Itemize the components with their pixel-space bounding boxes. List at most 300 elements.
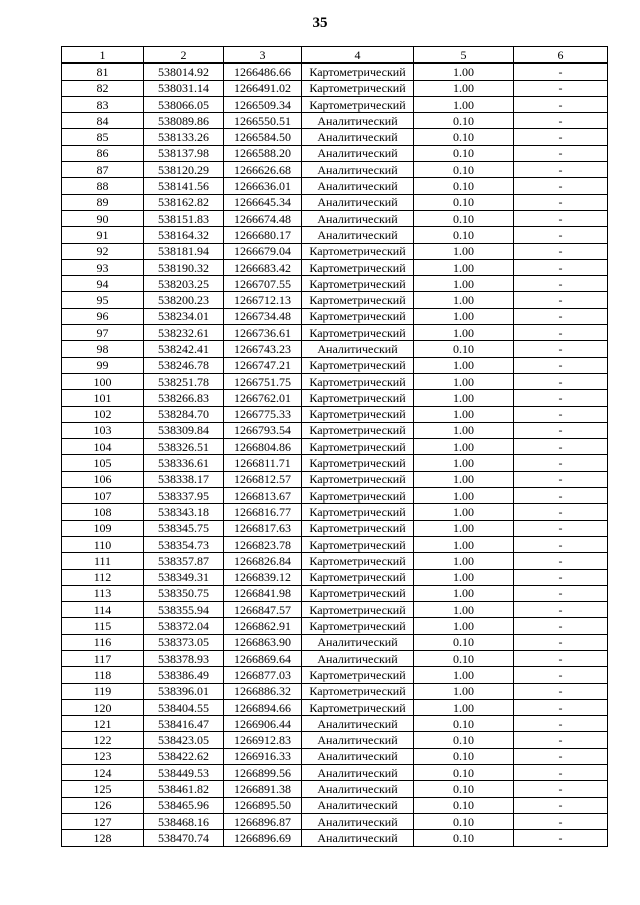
table-body bbox=[62, 63, 608, 846]
method-cell: Аналитический bbox=[302, 145, 414, 161]
point-number-cell: 122 bbox=[62, 732, 144, 748]
table-row bbox=[62, 602, 608, 618]
accuracy-cell: 0.10 bbox=[414, 634, 514, 650]
accuracy-cell: 1.00 bbox=[414, 455, 514, 471]
accuracy-cell: 1.00 bbox=[414, 422, 514, 438]
accuracy-cell: 1.00 bbox=[414, 292, 514, 308]
description-cell: - bbox=[514, 439, 608, 455]
coord-x-cell: 538014.92 bbox=[144, 63, 224, 80]
method-cell: Картометрический bbox=[302, 520, 414, 536]
accuracy-cell: 1.00 bbox=[414, 325, 514, 341]
point-number-cell: 105 bbox=[62, 455, 144, 471]
point-number-cell: 120 bbox=[62, 699, 144, 715]
method-cell: Картометрический bbox=[302, 259, 414, 275]
accuracy-cell: 1.00 bbox=[414, 439, 514, 455]
accuracy-cell: 1.00 bbox=[414, 80, 514, 96]
method-cell: Картометрический bbox=[302, 683, 414, 699]
coord-y-cell: 1266811.71 bbox=[224, 455, 302, 471]
point-number-cell: 117 bbox=[62, 650, 144, 666]
point-number-cell: 103 bbox=[62, 422, 144, 438]
method-cell: Аналитический bbox=[302, 634, 414, 650]
description-cell: - bbox=[514, 162, 608, 178]
coord-x-cell: 538151.83 bbox=[144, 210, 224, 226]
table-row bbox=[62, 650, 608, 666]
coord-x-cell: 538416.47 bbox=[144, 716, 224, 732]
accuracy-cell: 0.10 bbox=[414, 748, 514, 764]
coord-y-cell: 1266826.84 bbox=[224, 553, 302, 569]
table-row bbox=[62, 63, 608, 80]
point-number-cell: 126 bbox=[62, 797, 144, 813]
coord-x-cell: 538449.53 bbox=[144, 765, 224, 781]
point-number-cell: 128 bbox=[62, 830, 144, 846]
point-number-cell: 116 bbox=[62, 634, 144, 650]
accuracy-cell: 0.10 bbox=[414, 813, 514, 829]
coord-x-cell: 538246.78 bbox=[144, 357, 224, 373]
method-cell: Картометрический bbox=[302, 699, 414, 715]
point-number-cell: 110 bbox=[62, 536, 144, 552]
coord-x-cell: 538336.61 bbox=[144, 455, 224, 471]
accuracy-cell: 1.00 bbox=[414, 536, 514, 552]
point-number-cell: 90 bbox=[62, 210, 144, 226]
coord-x-cell: 538164.32 bbox=[144, 227, 224, 243]
coord-x-cell: 538200.23 bbox=[144, 292, 224, 308]
method-cell: Аналитический bbox=[302, 178, 414, 194]
coord-y-cell: 1266743.23 bbox=[224, 341, 302, 357]
point-number-cell: 101 bbox=[62, 390, 144, 406]
method-cell: Картометрический bbox=[302, 455, 414, 471]
description-cell: - bbox=[514, 520, 608, 536]
method-cell: Картометрический bbox=[302, 569, 414, 585]
coord-x-cell: 538309.84 bbox=[144, 422, 224, 438]
table-row bbox=[62, 308, 608, 324]
coord-y-cell: 1266894.66 bbox=[224, 699, 302, 715]
coord-x-cell: 538468.16 bbox=[144, 813, 224, 829]
coord-x-cell: 538386.49 bbox=[144, 667, 224, 683]
description-cell: - bbox=[514, 683, 608, 699]
description-cell: - bbox=[514, 96, 608, 112]
table-row bbox=[62, 471, 608, 487]
header-cell-2: 2 bbox=[144, 47, 224, 64]
point-number-cell: 87 bbox=[62, 162, 144, 178]
method-cell: Картометрический bbox=[302, 585, 414, 601]
accuracy-cell: 1.00 bbox=[414, 569, 514, 585]
table-row bbox=[62, 406, 608, 422]
description-cell: - bbox=[514, 536, 608, 552]
method-cell: Картометрический bbox=[302, 667, 414, 683]
description-cell: - bbox=[514, 113, 608, 129]
header-cell-4: 4 bbox=[302, 47, 414, 64]
coord-y-cell: 1266674.48 bbox=[224, 210, 302, 226]
description-cell: - bbox=[514, 292, 608, 308]
point-number-cell: 114 bbox=[62, 602, 144, 618]
table-row bbox=[62, 178, 608, 194]
table-row bbox=[62, 455, 608, 471]
coord-y-cell: 1266626.68 bbox=[224, 162, 302, 178]
coord-y-cell: 1266912.83 bbox=[224, 732, 302, 748]
accuracy-cell: 0.10 bbox=[414, 830, 514, 846]
coord-x-cell: 538137.98 bbox=[144, 145, 224, 161]
point-number-cell: 115 bbox=[62, 618, 144, 634]
coord-y-cell: 1266734.48 bbox=[224, 308, 302, 324]
description-cell: - bbox=[514, 781, 608, 797]
table-row bbox=[62, 585, 608, 601]
table-row bbox=[62, 373, 608, 389]
method-cell: Картометрический bbox=[302, 618, 414, 634]
coord-y-cell: 1266680.17 bbox=[224, 227, 302, 243]
accuracy-cell: 0.10 bbox=[414, 716, 514, 732]
table-row bbox=[62, 732, 608, 748]
coordinates-table bbox=[61, 46, 608, 847]
method-cell: Аналитический bbox=[302, 227, 414, 243]
table-row bbox=[62, 390, 608, 406]
description-cell: - bbox=[514, 797, 608, 813]
description-cell: - bbox=[514, 210, 608, 226]
description-cell: - bbox=[514, 145, 608, 161]
coord-y-cell: 1266839.12 bbox=[224, 569, 302, 585]
point-number-cell: 127 bbox=[62, 813, 144, 829]
method-cell: Картометрический bbox=[302, 292, 414, 308]
method-cell: Картометрический bbox=[302, 357, 414, 373]
point-number-cell: 94 bbox=[62, 276, 144, 292]
coord-y-cell: 1266823.78 bbox=[224, 536, 302, 552]
description-cell: - bbox=[514, 504, 608, 520]
method-cell: Картометрический bbox=[302, 96, 414, 112]
accuracy-cell: 1.00 bbox=[414, 373, 514, 389]
point-number-cell: 109 bbox=[62, 520, 144, 536]
description-cell: - bbox=[514, 634, 608, 650]
coord-x-cell: 538465.96 bbox=[144, 797, 224, 813]
accuracy-cell: 0.10 bbox=[414, 178, 514, 194]
point-number-cell: 113 bbox=[62, 585, 144, 601]
description-cell: - bbox=[514, 667, 608, 683]
accuracy-cell: 0.10 bbox=[414, 210, 514, 226]
point-number-cell: 98 bbox=[62, 341, 144, 357]
table-row bbox=[62, 194, 608, 210]
accuracy-cell: 1.00 bbox=[414, 504, 514, 520]
coord-x-cell: 538326.51 bbox=[144, 439, 224, 455]
coord-y-cell: 1266896.69 bbox=[224, 830, 302, 846]
point-number-cell: 99 bbox=[62, 357, 144, 373]
table-row bbox=[62, 536, 608, 552]
coord-y-cell: 1266891.38 bbox=[224, 781, 302, 797]
header-cell-6: 6 bbox=[514, 47, 608, 64]
accuracy-cell: 1.00 bbox=[414, 618, 514, 634]
coord-x-cell: 538234.01 bbox=[144, 308, 224, 324]
coord-y-cell: 1266863.90 bbox=[224, 634, 302, 650]
description-cell: - bbox=[514, 553, 608, 569]
description-cell: - bbox=[514, 716, 608, 732]
description-cell: - bbox=[514, 129, 608, 145]
point-number-cell: 92 bbox=[62, 243, 144, 259]
description-cell: - bbox=[514, 63, 608, 80]
point-number-cell: 124 bbox=[62, 765, 144, 781]
description-cell: - bbox=[514, 602, 608, 618]
accuracy-cell: 0.10 bbox=[414, 129, 514, 145]
coord-y-cell: 1266636.01 bbox=[224, 178, 302, 194]
description-cell: - bbox=[514, 618, 608, 634]
point-number-cell: 121 bbox=[62, 716, 144, 732]
accuracy-cell: 1.00 bbox=[414, 471, 514, 487]
coord-x-cell: 538396.01 bbox=[144, 683, 224, 699]
coord-y-cell: 1266812.57 bbox=[224, 471, 302, 487]
accuracy-cell: 1.00 bbox=[414, 667, 514, 683]
coord-y-cell: 1266584.50 bbox=[224, 129, 302, 145]
method-cell: Аналитический bbox=[302, 650, 414, 666]
table-row bbox=[62, 699, 608, 715]
point-number-cell: 102 bbox=[62, 406, 144, 422]
coord-x-cell: 538066.05 bbox=[144, 96, 224, 112]
table-row bbox=[62, 243, 608, 259]
method-cell: Картометрический bbox=[302, 390, 414, 406]
header-cell-3: 3 bbox=[224, 47, 302, 64]
accuracy-cell: 0.10 bbox=[414, 145, 514, 161]
header-cell-5: 5 bbox=[414, 47, 514, 64]
description-cell: - bbox=[514, 357, 608, 373]
coord-x-cell: 538345.75 bbox=[144, 520, 224, 536]
point-number-cell: 104 bbox=[62, 439, 144, 455]
accuracy-cell: 1.00 bbox=[414, 585, 514, 601]
method-cell: Аналитический bbox=[302, 194, 414, 210]
point-number-cell: 85 bbox=[62, 129, 144, 145]
accuracy-cell: 0.10 bbox=[414, 113, 514, 129]
description-cell: - bbox=[514, 178, 608, 194]
accuracy-cell: 1.00 bbox=[414, 259, 514, 275]
method-cell: Аналитический bbox=[302, 162, 414, 178]
accuracy-cell: 0.10 bbox=[414, 341, 514, 357]
method-cell: Картометрический bbox=[302, 325, 414, 341]
description-cell: - bbox=[514, 80, 608, 96]
table-row bbox=[62, 227, 608, 243]
coord-x-cell: 538284.70 bbox=[144, 406, 224, 422]
table-row bbox=[62, 667, 608, 683]
coord-y-cell: 1266762.01 bbox=[224, 390, 302, 406]
method-cell: Аналитический bbox=[302, 732, 414, 748]
coord-y-cell: 1266847.57 bbox=[224, 602, 302, 618]
method-cell: Картометрический bbox=[302, 80, 414, 96]
method-cell: Картометрический bbox=[302, 63, 414, 80]
table-row bbox=[62, 765, 608, 781]
table-row bbox=[62, 113, 608, 129]
accuracy-cell: 1.00 bbox=[414, 683, 514, 699]
method-cell: Картометрический bbox=[302, 276, 414, 292]
description-cell: - bbox=[514, 276, 608, 292]
description-cell: - bbox=[514, 390, 608, 406]
header-row bbox=[62, 47, 608, 64]
table-row bbox=[62, 292, 608, 308]
accuracy-cell: 1.00 bbox=[414, 699, 514, 715]
table-row bbox=[62, 553, 608, 569]
table-row bbox=[62, 276, 608, 292]
accuracy-cell: 1.00 bbox=[414, 276, 514, 292]
coord-y-cell: 1266916.33 bbox=[224, 748, 302, 764]
accuracy-cell: 0.10 bbox=[414, 765, 514, 781]
coord-y-cell: 1266712.13 bbox=[224, 292, 302, 308]
description-cell: - bbox=[514, 308, 608, 324]
accuracy-cell: 1.00 bbox=[414, 488, 514, 504]
accuracy-cell: 1.00 bbox=[414, 243, 514, 259]
coord-x-cell: 538422.62 bbox=[144, 748, 224, 764]
method-cell: Картометрический bbox=[302, 488, 414, 504]
coord-x-cell: 538470.74 bbox=[144, 830, 224, 846]
table-row bbox=[62, 683, 608, 699]
coord-x-cell: 538266.83 bbox=[144, 390, 224, 406]
coord-y-cell: 1266509.34 bbox=[224, 96, 302, 112]
point-number-cell: 119 bbox=[62, 683, 144, 699]
coord-y-cell: 1266747.21 bbox=[224, 357, 302, 373]
method-cell: Картометрический bbox=[302, 536, 414, 552]
table-row bbox=[62, 259, 608, 275]
method-cell: Аналитический bbox=[302, 813, 414, 829]
description-cell: - bbox=[514, 194, 608, 210]
method-cell: Аналитический bbox=[302, 765, 414, 781]
accuracy-cell: 0.10 bbox=[414, 781, 514, 797]
coord-y-cell: 1266817.63 bbox=[224, 520, 302, 536]
accuracy-cell: 1.00 bbox=[414, 357, 514, 373]
table-row bbox=[62, 357, 608, 373]
coord-y-cell: 1266751.75 bbox=[224, 373, 302, 389]
method-cell: Картометрический bbox=[302, 504, 414, 520]
coord-y-cell: 1266775.33 bbox=[224, 406, 302, 422]
description-cell: - bbox=[514, 227, 608, 243]
description-cell: - bbox=[514, 259, 608, 275]
table-row bbox=[62, 325, 608, 341]
method-cell: Аналитический bbox=[302, 210, 414, 226]
table-row bbox=[62, 830, 608, 846]
table-row bbox=[62, 797, 608, 813]
method-cell: Картометрический bbox=[302, 471, 414, 487]
point-number-cell: 123 bbox=[62, 748, 144, 764]
method-cell: Аналитический bbox=[302, 113, 414, 129]
description-cell: - bbox=[514, 699, 608, 715]
method-cell: Картометрический bbox=[302, 602, 414, 618]
coord-x-cell: 538190.32 bbox=[144, 259, 224, 275]
coord-x-cell: 538343.18 bbox=[144, 504, 224, 520]
coord-x-cell: 538031.14 bbox=[144, 80, 224, 96]
coord-x-cell: 538423.05 bbox=[144, 732, 224, 748]
coord-y-cell: 1266841.98 bbox=[224, 585, 302, 601]
coord-x-cell: 538404.55 bbox=[144, 699, 224, 715]
table-row bbox=[62, 488, 608, 504]
description-cell: - bbox=[514, 373, 608, 389]
coord-x-cell: 538378.93 bbox=[144, 650, 224, 666]
point-number-cell: 82 bbox=[62, 80, 144, 96]
table-row bbox=[62, 716, 608, 732]
coord-x-cell: 538181.94 bbox=[144, 243, 224, 259]
point-number-cell: 100 bbox=[62, 373, 144, 389]
coord-x-cell: 538354.73 bbox=[144, 536, 224, 552]
description-cell: - bbox=[514, 765, 608, 781]
point-number-cell: 84 bbox=[62, 113, 144, 129]
point-number-cell: 111 bbox=[62, 553, 144, 569]
table-row bbox=[62, 748, 608, 764]
description-cell: - bbox=[514, 471, 608, 487]
accuracy-cell: 1.00 bbox=[414, 553, 514, 569]
method-cell: Картометрический bbox=[302, 373, 414, 389]
coord-x-cell: 538355.94 bbox=[144, 602, 224, 618]
coord-x-cell: 538350.75 bbox=[144, 585, 224, 601]
coord-y-cell: 1266813.67 bbox=[224, 488, 302, 504]
coord-y-cell: 1266736.61 bbox=[224, 325, 302, 341]
method-cell: Аналитический bbox=[302, 830, 414, 846]
point-number-cell: 96 bbox=[62, 308, 144, 324]
point-number-cell: 89 bbox=[62, 194, 144, 210]
coord-x-cell: 538337.95 bbox=[144, 488, 224, 504]
description-cell: - bbox=[514, 732, 608, 748]
coord-y-cell: 1266645.34 bbox=[224, 194, 302, 210]
accuracy-cell: 1.00 bbox=[414, 308, 514, 324]
point-number-cell: 95 bbox=[62, 292, 144, 308]
accuracy-cell: 0.10 bbox=[414, 650, 514, 666]
coord-x-cell: 538203.25 bbox=[144, 276, 224, 292]
table-row bbox=[62, 341, 608, 357]
coord-x-cell: 538251.78 bbox=[144, 373, 224, 389]
coord-y-cell: 1266793.54 bbox=[224, 422, 302, 438]
method-cell: Картометрический bbox=[302, 553, 414, 569]
accuracy-cell: 1.00 bbox=[414, 602, 514, 618]
description-cell: - bbox=[514, 488, 608, 504]
coord-x-cell: 538373.05 bbox=[144, 634, 224, 650]
coord-y-cell: 1266679.04 bbox=[224, 243, 302, 259]
table-header bbox=[62, 47, 608, 64]
table-row bbox=[62, 504, 608, 520]
table-row bbox=[62, 618, 608, 634]
coord-y-cell: 1266886.32 bbox=[224, 683, 302, 699]
page-number: 35 bbox=[312, 15, 328, 31]
table-row bbox=[62, 781, 608, 797]
coord-x-cell: 538372.04 bbox=[144, 618, 224, 634]
point-number-cell: 93 bbox=[62, 259, 144, 275]
coord-y-cell: 1266869.64 bbox=[224, 650, 302, 666]
method-cell: Картометрический bbox=[302, 439, 414, 455]
point-number-cell: 108 bbox=[62, 504, 144, 520]
accuracy-cell: 0.10 bbox=[414, 797, 514, 813]
coord-x-cell: 538242.41 bbox=[144, 341, 224, 357]
accuracy-cell: 1.00 bbox=[414, 96, 514, 112]
coord-y-cell: 1266683.42 bbox=[224, 259, 302, 275]
coord-y-cell: 1266550.51 bbox=[224, 113, 302, 129]
coord-x-cell: 538461.82 bbox=[144, 781, 224, 797]
description-cell: - bbox=[514, 243, 608, 259]
point-number-cell: 106 bbox=[62, 471, 144, 487]
description-cell: - bbox=[514, 585, 608, 601]
coord-y-cell: 1266707.55 bbox=[224, 276, 302, 292]
method-cell: Картометрический bbox=[302, 308, 414, 324]
point-number-cell: 86 bbox=[62, 145, 144, 161]
coord-y-cell: 1266486.66 bbox=[224, 63, 302, 80]
point-number-cell: 97 bbox=[62, 325, 144, 341]
coord-y-cell: 1266588.20 bbox=[224, 145, 302, 161]
coord-y-cell: 1266816.77 bbox=[224, 504, 302, 520]
description-cell: - bbox=[514, 748, 608, 764]
coord-y-cell: 1266804.86 bbox=[224, 439, 302, 455]
table-row bbox=[62, 813, 608, 829]
table-row bbox=[62, 422, 608, 438]
table-row bbox=[62, 80, 608, 96]
coord-x-cell: 538120.29 bbox=[144, 162, 224, 178]
accuracy-cell: 0.10 bbox=[414, 732, 514, 748]
accuracy-cell: 0.10 bbox=[414, 162, 514, 178]
accuracy-cell: 1.00 bbox=[414, 406, 514, 422]
coord-x-cell: 538338.17 bbox=[144, 471, 224, 487]
method-cell: Картометрический bbox=[302, 422, 414, 438]
description-cell: - bbox=[514, 406, 608, 422]
point-number-cell: 88 bbox=[62, 178, 144, 194]
method-cell: Картометрический bbox=[302, 243, 414, 259]
coord-x-cell: 538349.31 bbox=[144, 569, 224, 585]
coord-y-cell: 1266896.87 bbox=[224, 813, 302, 829]
description-cell: - bbox=[514, 455, 608, 471]
header-cell-1: 1 bbox=[62, 47, 144, 64]
